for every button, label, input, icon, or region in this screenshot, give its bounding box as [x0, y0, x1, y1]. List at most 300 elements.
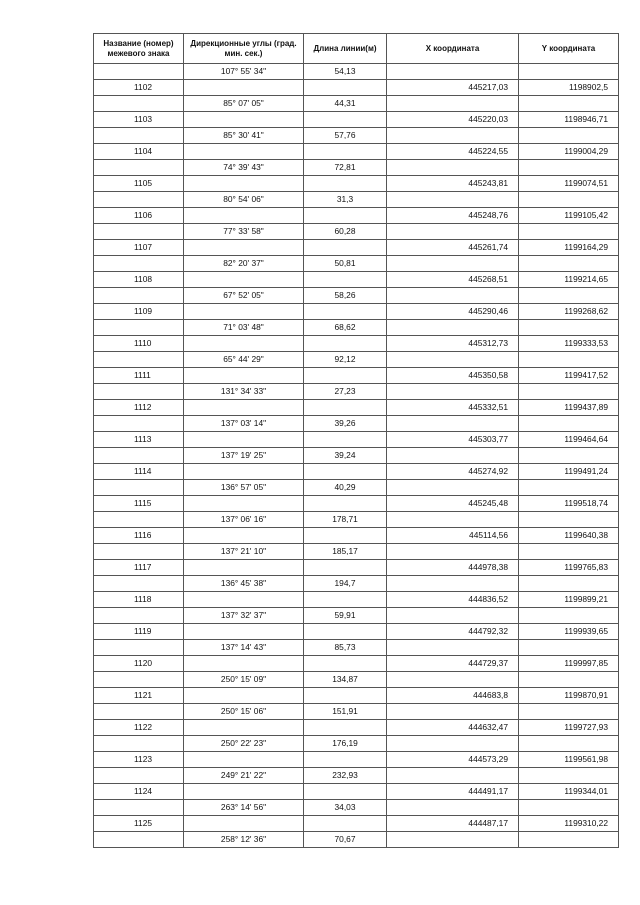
mark-name-cell	[94, 64, 184, 80]
x-cell: 445245,48	[387, 496, 519, 512]
mark-name-cell: 1125	[94, 816, 184, 832]
bearing-cell: 107° 55' 34"	[184, 64, 304, 80]
mark-name-cell	[94, 640, 184, 656]
bearing-cell: 77° 33' 58"	[184, 224, 304, 240]
y-cell: 1199518,74	[519, 496, 619, 512]
segment-row	[94, 64, 619, 80]
y-cell: 1199491,24	[519, 464, 619, 480]
y-cell	[519, 320, 619, 336]
point-row	[94, 400, 619, 416]
segment-row	[94, 800, 619, 816]
point-row	[94, 624, 619, 640]
bearing-cell	[184, 816, 304, 832]
length-cell: 31,3	[304, 192, 387, 208]
mark-name-cell	[94, 96, 184, 112]
x-cell: 444978,38	[387, 560, 519, 576]
bearing-cell	[184, 80, 304, 96]
y-cell: 1199561,98	[519, 752, 619, 768]
length-cell	[304, 240, 387, 256]
bearing-cell: 65° 44' 29"	[184, 352, 304, 368]
length-cell	[304, 592, 387, 608]
bearing-cell	[184, 688, 304, 704]
bearing-cell	[184, 496, 304, 512]
length-cell	[304, 816, 387, 832]
y-cell	[519, 416, 619, 432]
segment-row	[94, 384, 619, 400]
segment-row	[94, 672, 619, 688]
mark-name-cell	[94, 256, 184, 272]
segment-row	[94, 512, 619, 528]
y-cell	[519, 768, 619, 784]
point-row	[94, 112, 619, 128]
bearing-cell: 67° 52' 05"	[184, 288, 304, 304]
bearing-cell	[184, 208, 304, 224]
boundary-marks-sheet	[93, 33, 618, 848]
x-cell	[387, 192, 519, 208]
x-cell	[387, 800, 519, 816]
length-cell: 59,91	[304, 608, 387, 624]
point-row	[94, 688, 619, 704]
point-row	[94, 592, 619, 608]
bearing-cell: 85° 07' 05"	[184, 96, 304, 112]
x-cell: 445274,92	[387, 464, 519, 480]
bearing-cell: 263° 14' 56"	[184, 800, 304, 816]
x-cell: 445114,56	[387, 528, 519, 544]
y-cell	[519, 160, 619, 176]
point-row	[94, 144, 619, 160]
mark-name-cell: 1123	[94, 752, 184, 768]
mark-name-cell	[94, 160, 184, 176]
bearing-cell: 74° 39' 43"	[184, 160, 304, 176]
x-cell: 444573,29	[387, 752, 519, 768]
x-cell	[387, 448, 519, 464]
y-cell	[519, 448, 619, 464]
x-cell	[387, 96, 519, 112]
y-cell: 1199310,22	[519, 816, 619, 832]
segment-row	[94, 128, 619, 144]
length-cell: 151,91	[304, 704, 387, 720]
y-cell	[519, 288, 619, 304]
length-cell: 40,29	[304, 480, 387, 496]
x-cell: 445217,03	[387, 80, 519, 96]
length-cell	[304, 464, 387, 480]
mark-name-cell: 1117	[94, 560, 184, 576]
length-cell: 34,03	[304, 800, 387, 816]
header-y-coordinate: Y координата	[519, 34, 619, 64]
y-cell: 1199074,51	[519, 176, 619, 192]
mark-name-cell: 1108	[94, 272, 184, 288]
length-cell: 176,19	[304, 736, 387, 752]
segment-row	[94, 832, 619, 848]
y-cell	[519, 256, 619, 272]
bearing-cell	[184, 368, 304, 384]
mark-name-cell	[94, 320, 184, 336]
mark-name-cell: 1121	[94, 688, 184, 704]
mark-name-cell: 1119	[94, 624, 184, 640]
x-cell: 445261,74	[387, 240, 519, 256]
length-cell	[304, 656, 387, 672]
segment-row	[94, 288, 619, 304]
y-cell	[519, 736, 619, 752]
x-cell: 444792,32	[387, 624, 519, 640]
length-cell	[304, 496, 387, 512]
y-cell: 1199437,89	[519, 400, 619, 416]
mark-name-cell	[94, 832, 184, 848]
segment-row	[94, 736, 619, 752]
bearing-cell	[184, 272, 304, 288]
y-cell: 1199214,65	[519, 272, 619, 288]
y-cell: 1199164,29	[519, 240, 619, 256]
bearing-cell	[184, 656, 304, 672]
mark-name-cell	[94, 128, 184, 144]
y-cell: 1199899,21	[519, 592, 619, 608]
bearing-cell: 137° 03' 14"	[184, 416, 304, 432]
bearing-cell	[184, 528, 304, 544]
x-cell	[387, 768, 519, 784]
segment-row	[94, 608, 619, 624]
mark-name-cell: 1103	[94, 112, 184, 128]
mark-name-cell	[94, 480, 184, 496]
length-cell: 60,28	[304, 224, 387, 240]
mark-name-cell: 1118	[94, 592, 184, 608]
length-cell: 54,13	[304, 64, 387, 80]
length-cell	[304, 528, 387, 544]
point-row	[94, 432, 619, 448]
y-cell: 1199417,52	[519, 368, 619, 384]
bearing-cell: 258° 12' 36"	[184, 832, 304, 848]
length-cell	[304, 368, 387, 384]
y-cell: 1198902,5	[519, 80, 619, 96]
x-cell	[387, 832, 519, 848]
x-cell: 444491,17	[387, 784, 519, 800]
bearing-cell: 137° 06' 16"	[184, 512, 304, 528]
x-cell	[387, 672, 519, 688]
segment-row	[94, 320, 619, 336]
point-row	[94, 208, 619, 224]
table-body	[94, 64, 619, 848]
length-cell: 72,81	[304, 160, 387, 176]
x-cell	[387, 480, 519, 496]
x-cell: 444632,47	[387, 720, 519, 736]
x-cell: 444683,8	[387, 688, 519, 704]
mark-name-cell	[94, 768, 184, 784]
length-cell: 194,7	[304, 576, 387, 592]
y-cell: 1199268,62	[519, 304, 619, 320]
y-cell: 1199727,93	[519, 720, 619, 736]
y-cell	[519, 128, 619, 144]
x-cell	[387, 704, 519, 720]
bearing-cell: 250° 15' 06"	[184, 704, 304, 720]
x-cell	[387, 576, 519, 592]
y-cell	[519, 512, 619, 528]
y-cell	[519, 64, 619, 80]
y-cell	[519, 832, 619, 848]
bearing-cell: 131° 34' 33"	[184, 384, 304, 400]
bearing-cell	[184, 240, 304, 256]
x-cell: 444729,37	[387, 656, 519, 672]
mark-name-cell	[94, 736, 184, 752]
y-cell	[519, 384, 619, 400]
length-cell: 39,26	[304, 416, 387, 432]
x-cell: 445224,55	[387, 144, 519, 160]
mark-name-cell	[94, 544, 184, 560]
length-cell: 58,26	[304, 288, 387, 304]
length-cell	[304, 400, 387, 416]
bearing-cell	[184, 624, 304, 640]
point-row	[94, 336, 619, 352]
bearing-cell: 80° 54' 06"	[184, 192, 304, 208]
bearing-cell: 250° 22' 23"	[184, 736, 304, 752]
length-cell: 27,23	[304, 384, 387, 400]
bearing-cell	[184, 752, 304, 768]
point-row	[94, 240, 619, 256]
length-cell	[304, 336, 387, 352]
segment-row	[94, 416, 619, 432]
length-cell: 68,62	[304, 320, 387, 336]
y-cell: 1199344,01	[519, 784, 619, 800]
bearing-cell	[184, 464, 304, 480]
mark-name-cell: 1105	[94, 176, 184, 192]
bearing-cell: 137° 19' 25"	[184, 448, 304, 464]
length-cell: 178,71	[304, 512, 387, 528]
length-cell: 134,87	[304, 672, 387, 688]
bearing-cell: 137° 32' 37"	[184, 608, 304, 624]
mark-name-cell: 1102	[94, 80, 184, 96]
segment-row	[94, 160, 619, 176]
header-row	[94, 34, 619, 64]
length-cell	[304, 112, 387, 128]
y-cell	[519, 224, 619, 240]
x-cell	[387, 256, 519, 272]
mark-name-cell	[94, 416, 184, 432]
mark-name-cell	[94, 224, 184, 240]
length-cell	[304, 752, 387, 768]
bearing-cell	[184, 432, 304, 448]
bearing-cell	[184, 400, 304, 416]
x-cell	[387, 224, 519, 240]
length-cell: 57,76	[304, 128, 387, 144]
length-cell	[304, 80, 387, 96]
x-cell: 445350,58	[387, 368, 519, 384]
x-cell	[387, 128, 519, 144]
header-length: Длина линии(м)	[304, 34, 387, 64]
mark-name-cell	[94, 352, 184, 368]
mark-name-cell: 1107	[94, 240, 184, 256]
point-row	[94, 368, 619, 384]
x-cell: 444836,52	[387, 592, 519, 608]
point-row	[94, 816, 619, 832]
length-cell	[304, 784, 387, 800]
length-cell: 50,81	[304, 256, 387, 272]
length-cell	[304, 176, 387, 192]
mark-name-cell: 1110	[94, 336, 184, 352]
point-row	[94, 304, 619, 320]
mark-name-cell: 1122	[94, 720, 184, 736]
mark-name-cell: 1124	[94, 784, 184, 800]
length-cell	[304, 144, 387, 160]
x-cell	[387, 640, 519, 656]
x-cell	[387, 64, 519, 80]
x-cell	[387, 288, 519, 304]
segment-row	[94, 224, 619, 240]
mark-name-cell: 1112	[94, 400, 184, 416]
segment-row	[94, 192, 619, 208]
bearing-cell: 71° 03' 48"	[184, 320, 304, 336]
x-cell	[387, 384, 519, 400]
mark-name-cell	[94, 512, 184, 528]
point-row	[94, 272, 619, 288]
x-cell	[387, 512, 519, 528]
length-cell: 44,31	[304, 96, 387, 112]
bearing-cell	[184, 336, 304, 352]
mark-name-cell: 1115	[94, 496, 184, 512]
point-row	[94, 720, 619, 736]
point-row	[94, 752, 619, 768]
x-cell	[387, 320, 519, 336]
x-cell: 445248,76	[387, 208, 519, 224]
bearing-cell: 137° 14' 43"	[184, 640, 304, 656]
y-cell	[519, 704, 619, 720]
mark-name-cell	[94, 672, 184, 688]
bearing-cell: 250° 15' 09"	[184, 672, 304, 688]
x-cell	[387, 160, 519, 176]
bearing-cell: 137° 21' 10"	[184, 544, 304, 560]
mark-name-cell	[94, 576, 184, 592]
y-cell: 1199333,53	[519, 336, 619, 352]
bearing-cell	[184, 112, 304, 128]
segment-row	[94, 448, 619, 464]
mark-name-cell: 1116	[94, 528, 184, 544]
x-cell	[387, 416, 519, 432]
length-cell	[304, 272, 387, 288]
bearing-cell	[184, 176, 304, 192]
x-cell: 444487,17	[387, 816, 519, 832]
bearing-cell: 136° 57' 05"	[184, 480, 304, 496]
segment-row	[94, 352, 619, 368]
bearing-cell: 82° 20' 37"	[184, 256, 304, 272]
y-cell: 1198946,71	[519, 112, 619, 128]
x-cell	[387, 736, 519, 752]
y-cell	[519, 352, 619, 368]
x-cell: 445332,51	[387, 400, 519, 416]
bearing-cell: 249° 21' 22"	[184, 768, 304, 784]
length-cell	[304, 624, 387, 640]
bearing-cell	[184, 592, 304, 608]
y-cell	[519, 608, 619, 624]
length-cell	[304, 208, 387, 224]
point-row	[94, 560, 619, 576]
mark-name-cell	[94, 448, 184, 464]
x-cell: 445290,46	[387, 304, 519, 320]
segment-row	[94, 480, 619, 496]
y-cell	[519, 544, 619, 560]
mark-name-cell	[94, 704, 184, 720]
x-cell: 445243,81	[387, 176, 519, 192]
bearing-cell: 136° 45' 38"	[184, 576, 304, 592]
header-mark-name: Название (номер) межевого знака	[94, 34, 184, 64]
length-cell: 232,93	[304, 768, 387, 784]
y-cell	[519, 192, 619, 208]
bearing-cell	[184, 784, 304, 800]
point-row	[94, 528, 619, 544]
bearing-cell	[184, 304, 304, 320]
x-cell	[387, 352, 519, 368]
x-cell: 445268,51	[387, 272, 519, 288]
segment-row	[94, 576, 619, 592]
mark-name-cell	[94, 384, 184, 400]
length-cell	[304, 432, 387, 448]
point-row	[94, 464, 619, 480]
bearing-cell	[184, 144, 304, 160]
x-cell	[387, 544, 519, 560]
mark-name-cell: 1109	[94, 304, 184, 320]
y-cell: 1199640,38	[519, 528, 619, 544]
coordinates-table	[93, 33, 619, 848]
bearing-cell: 85° 30' 41"	[184, 128, 304, 144]
y-cell: 1199765,83	[519, 560, 619, 576]
point-row	[94, 784, 619, 800]
mark-name-cell: 1106	[94, 208, 184, 224]
y-cell: 1199464,64	[519, 432, 619, 448]
mark-name-cell: 1114	[94, 464, 184, 480]
point-row	[94, 176, 619, 192]
header-x-coordinate: X координата	[387, 34, 519, 64]
segment-row	[94, 640, 619, 656]
y-cell	[519, 96, 619, 112]
y-cell	[519, 480, 619, 496]
mark-name-cell: 1104	[94, 144, 184, 160]
mark-name-cell: 1113	[94, 432, 184, 448]
length-cell	[304, 304, 387, 320]
length-cell	[304, 720, 387, 736]
x-cell: 445312,73	[387, 336, 519, 352]
point-row	[94, 496, 619, 512]
bearing-cell	[184, 720, 304, 736]
mark-name-cell	[94, 608, 184, 624]
mark-name-cell	[94, 800, 184, 816]
segment-row	[94, 256, 619, 272]
segment-row	[94, 544, 619, 560]
point-row	[94, 80, 619, 96]
length-cell	[304, 560, 387, 576]
y-cell: 1199870,91	[519, 688, 619, 704]
x-cell	[387, 608, 519, 624]
length-cell: 39,24	[304, 448, 387, 464]
length-cell: 85,73	[304, 640, 387, 656]
x-cell: 445303,77	[387, 432, 519, 448]
mark-name-cell: 1111	[94, 368, 184, 384]
segment-row	[94, 704, 619, 720]
point-row	[94, 656, 619, 672]
y-cell: 1199004,29	[519, 144, 619, 160]
x-cell: 445220,03	[387, 112, 519, 128]
y-cell	[519, 800, 619, 816]
mark-name-cell	[94, 192, 184, 208]
length-cell: 92,12	[304, 352, 387, 368]
mark-name-cell: 1120	[94, 656, 184, 672]
segment-row	[94, 96, 619, 112]
header-bearing: Дирекционные углы (град. мин. сек.)	[184, 34, 304, 64]
length-cell: 185,17	[304, 544, 387, 560]
y-cell: 1199105,42	[519, 208, 619, 224]
segment-row	[94, 768, 619, 784]
length-cell	[304, 688, 387, 704]
bearing-cell	[184, 560, 304, 576]
y-cell	[519, 672, 619, 688]
y-cell	[519, 640, 619, 656]
y-cell: 1199939,65	[519, 624, 619, 640]
y-cell: 1199997,85	[519, 656, 619, 672]
